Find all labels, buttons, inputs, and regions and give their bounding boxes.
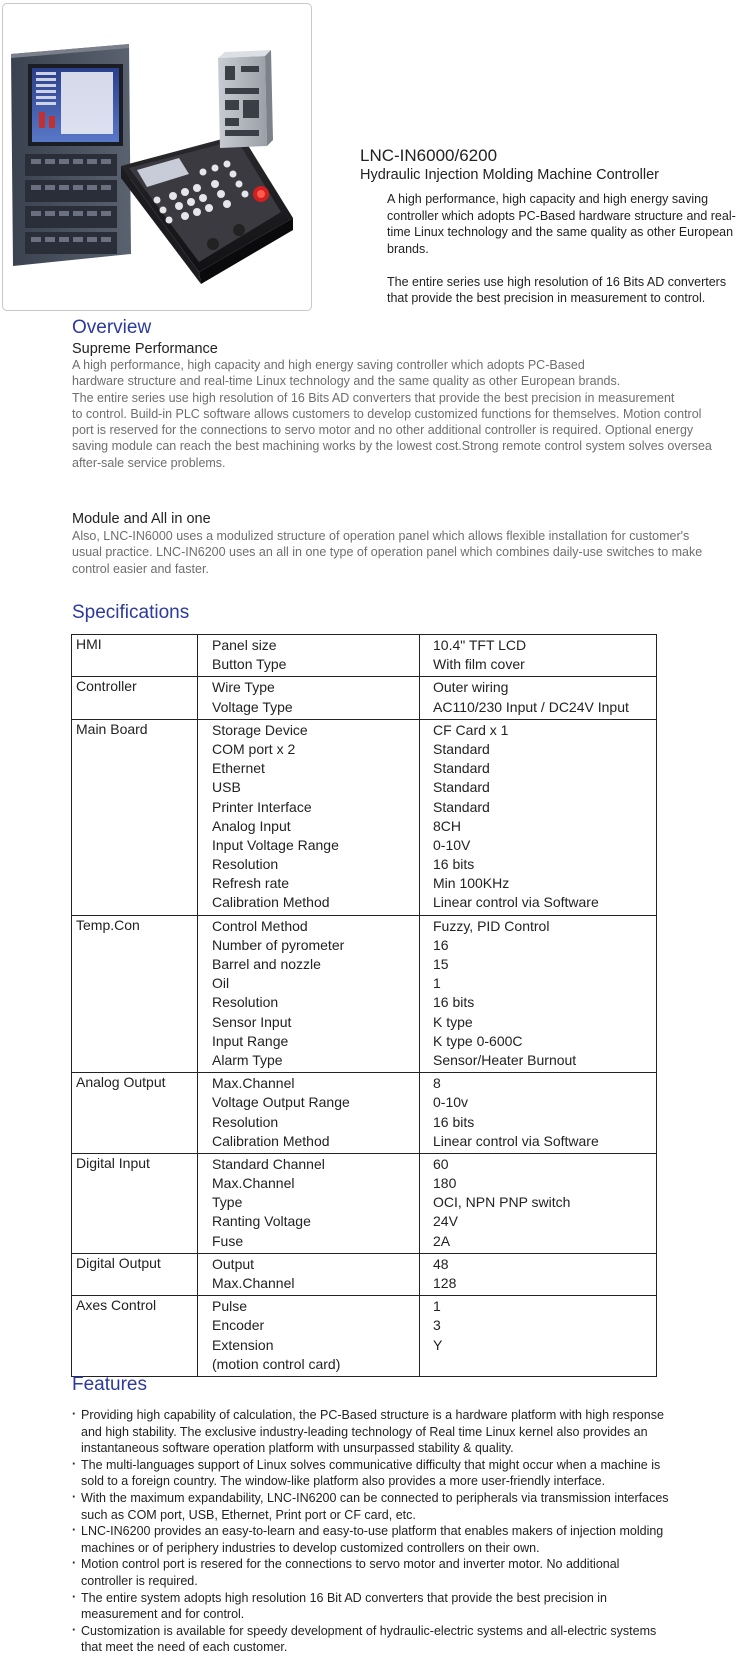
product-image bbox=[2, 3, 312, 311]
supreme-performance-text: A high performance, high capacity and high energy saving controller which adopts PC-Based hardware structure and real-time Linux technology and the same quality as other European brands. The entire series use high resolution of 16 Bits AD converters that provide the best precision in measurement to control. Build-in PLC software allows customers to develop customized functions for themselves. Motion control port is reserved for the connections to servo motor and no other additional controller is required. Optional energy saving module can reach the best machining works by the lowest cost.Strong remote control system solves oversea after-sale service problems. bbox=[72, 358, 712, 470]
supreme-performance-heading: Supreme Performance bbox=[72, 341, 218, 357]
spec-value: Standard bbox=[433, 760, 490, 777]
feature-item: · The multi-languages support of Linux solves communicative difficulty that might occur when a machine is sold to a foreign country. The window-like platform also provides a more user-friendly interface. bbox=[72, 1457, 672, 1490]
feature-item: · LNC-IN6200 provides an easy-to-learn and easy-to-use platform that enables makers of injection molding machines or of periphery industries to develop customized controllers on their own. bbox=[72, 1523, 672, 1556]
product-subtitle: Hydraulic Injection Molding Machine Controller bbox=[360, 167, 659, 183]
table-row bbox=[72, 719, 657, 915]
spec-items-cell bbox=[198, 1073, 420, 1154]
spec-item: Storage Device bbox=[212, 721, 308, 738]
spec-items-cell bbox=[198, 719, 420, 915]
spec-value: 48 bbox=[433, 1255, 449, 1272]
spec-value: 16 bbox=[433, 936, 449, 953]
spec-item: Pulse bbox=[212, 1298, 248, 1315]
spec-value: Standard bbox=[433, 798, 490, 815]
features-list bbox=[72, 1407, 672, 1656]
keypad-unit bbox=[121, 134, 293, 284]
spec-item: Ranting Voltage bbox=[212, 1213, 311, 1230]
spec-item: Calibration Method bbox=[212, 1132, 330, 1149]
spec-item: COM port x 2 bbox=[212, 740, 296, 757]
spec-value: 24V bbox=[433, 1213, 458, 1230]
module-all-in-one-heading: Module and All in one bbox=[72, 511, 211, 527]
spec-value: 128 bbox=[433, 1275, 457, 1291]
product-title: LNC-IN6000/6200 bbox=[360, 146, 498, 165]
spec-category: Analog Output bbox=[72, 1073, 198, 1154]
spec-value: AC110/230 Input / DC24V Input bbox=[433, 698, 629, 715]
module-all-in-one-text: Also, LNC-IN6000 uses a modulized structure of operation panel which allows flexible installation for customer's usual practice. LNC-IN6200 uses an all in one type of operation panel which combines daily-use switches to make control easier and faster. bbox=[72, 529, 703, 576]
spec-values-cell bbox=[420, 719, 657, 915]
spec-item: Panel size bbox=[212, 637, 277, 653]
spec-value: Standard bbox=[433, 740, 490, 757]
table-row bbox=[72, 1296, 657, 1377]
spec-value: 0-10V bbox=[433, 836, 471, 853]
spec-category: Temp.Con bbox=[72, 915, 198, 1073]
spec-item: Extension bbox=[212, 1336, 274, 1353]
spec-items-cell bbox=[198, 677, 420, 719]
spec-value: OCI, NPN PNP switch bbox=[433, 1194, 571, 1211]
intro-paragraph: The entire series use high resolution of 16 Bits AD converters that provide the best precision in measurement to control. bbox=[387, 274, 727, 305]
spec-item: Input Range bbox=[212, 1032, 289, 1049]
spec-category: Main Board bbox=[72, 719, 198, 915]
specifications-heading: Specifications bbox=[72, 602, 190, 623]
spec-value: 16 bits bbox=[433, 1113, 475, 1130]
specifications-table bbox=[71, 634, 657, 1377]
spec-item: Voltage Type bbox=[212, 698, 293, 715]
spec-item: Sensor Input bbox=[212, 1013, 292, 1030]
product-intro bbox=[387, 191, 739, 307]
spec-value: Y bbox=[433, 1336, 443, 1353]
spec-item: Standard Channel bbox=[212, 1155, 325, 1172]
spec-item: Analog Input bbox=[212, 817, 291, 834]
spec-item: Printer Interface bbox=[212, 798, 312, 815]
spec-category: Digital Input bbox=[72, 1153, 198, 1253]
spec-value: 180 bbox=[433, 1175, 457, 1192]
table-row bbox=[72, 1073, 657, 1154]
spec-value: K type bbox=[433, 1013, 473, 1030]
spec-item: Max.Channel bbox=[212, 1075, 295, 1092]
spec-item: USB bbox=[212, 779, 241, 796]
spec-value: 15 bbox=[433, 956, 449, 972]
spec-value: Standard bbox=[433, 779, 490, 796]
spec-value: 8 bbox=[433, 1075, 441, 1092]
spec-item: Ethernet bbox=[212, 760, 265, 777]
spec-item: Output bbox=[212, 1255, 255, 1272]
spec-item: Fuse bbox=[212, 1232, 244, 1249]
spec-item: Control Method bbox=[212, 917, 308, 934]
spec-items-cell bbox=[198, 915, 420, 1073]
spec-category: Axes Control bbox=[72, 1296, 198, 1377]
spec-item: Wire Type bbox=[212, 679, 275, 696]
controller-box bbox=[218, 50, 273, 148]
spec-values-cell bbox=[420, 1296, 657, 1377]
table-row bbox=[72, 1253, 657, 1295]
overview-heading: Overview bbox=[72, 317, 152, 338]
spec-value: 3 bbox=[433, 1317, 441, 1334]
spec-items-cell bbox=[198, 1253, 420, 1295]
spec-category: HMI bbox=[72, 635, 198, 677]
intro-paragraph: A high performance, high capacity and high energy saving controller which adopts PC-Based hardware structure and real-time Linux technology and the same quality as other European brands. bbox=[387, 192, 736, 256]
spec-value: 10.4" TFT LCD bbox=[433, 637, 527, 653]
spec-value: CF Card x 1 bbox=[433, 721, 509, 738]
feature-item: · With the maximum expandability, LNC-IN6200 can be connected to peripherals via transmission interfaces such as COM port, USB, Ethernet, Print port or CF card, etc. bbox=[72, 1490, 672, 1523]
spec-value: Linear control via Software bbox=[433, 1132, 599, 1149]
feature-item: · Motion control port is resered for the connections to servo motor and inverter motor. No additional controller is required. bbox=[72, 1556, 672, 1589]
spec-item: Button Type bbox=[212, 656, 287, 673]
spec-value: 1 bbox=[433, 975, 441, 992]
spec-value: Linear control via Software bbox=[433, 894, 599, 911]
controller-illustration bbox=[3, 4, 311, 310]
spec-item: Calibration Method bbox=[212, 894, 330, 911]
spec-item: Resolution bbox=[212, 994, 279, 1011]
spec-items-cell bbox=[198, 1153, 420, 1253]
spec-item: Voltage Output Range bbox=[212, 1094, 350, 1111]
spec-item: Max.Channel bbox=[212, 1275, 295, 1291]
spec-item: Encoder bbox=[212, 1317, 265, 1334]
spec-value: 1 bbox=[433, 1298, 441, 1315]
spec-item: Resolution bbox=[212, 1113, 279, 1130]
spec-value: 60 bbox=[433, 1155, 449, 1172]
operation-panel bbox=[11, 44, 131, 266]
spec-values-cell bbox=[420, 1073, 657, 1154]
spec-item: Refresh rate bbox=[212, 875, 290, 892]
feature-item: · Providing high capability of calculation, the PC-Based structure is a hardware platform with high response and high stability. The exclusive industry-leading technology of Real time Linux kernel also provides an instantaneous software operation platform with unsurpassed stability & quality. bbox=[72, 1407, 672, 1457]
spec-value: 8CH bbox=[433, 817, 462, 834]
spec-item: Type bbox=[212, 1194, 243, 1211]
spec-item: (motion control card) bbox=[212, 1355, 341, 1372]
spec-items-cell bbox=[198, 1296, 420, 1377]
spec-item: Oil bbox=[212, 975, 230, 992]
table-row bbox=[72, 1153, 657, 1253]
spec-value: Outer wiring bbox=[433, 679, 509, 696]
spec-item: Input Voltage Range bbox=[212, 836, 339, 853]
spec-category: Controller bbox=[72, 677, 198, 719]
spec-item: Alarm Type bbox=[212, 1051, 283, 1068]
spec-category: Digital Output bbox=[72, 1253, 198, 1295]
feature-item: · Customization is available for speedy development of hydraulic-electric systems and all-electric systems that meet the need of each customer. bbox=[72, 1623, 672, 1656]
spec-value: 0-10v bbox=[433, 1094, 469, 1111]
spec-value: Fuzzy, PID Control bbox=[433, 917, 550, 934]
table-row bbox=[72, 635, 657, 677]
spec-values-cell bbox=[420, 1253, 657, 1295]
spec-values-cell bbox=[420, 635, 657, 677]
spec-item: Resolution bbox=[212, 856, 279, 873]
features-heading: Features bbox=[72, 1374, 147, 1395]
spec-values-cell bbox=[420, 915, 657, 1073]
spec-items-cell bbox=[198, 635, 420, 677]
spec-value: 16 bits bbox=[433, 856, 475, 873]
feature-item: · The entire system adopts high resolution 16 Bit AD converters that provide the best precision in measurement and for control. bbox=[72, 1590, 672, 1623]
spec-value: 2A bbox=[433, 1232, 451, 1249]
spec-value bbox=[433, 1355, 652, 1374]
table-row bbox=[72, 915, 657, 1073]
table-row bbox=[72, 677, 657, 719]
spec-item: Barrel and nozzle bbox=[212, 956, 321, 972]
spec-value: Sensor/Heater Burnout bbox=[433, 1051, 577, 1068]
spec-item: Max.Channel bbox=[212, 1175, 295, 1192]
spec-value: K type 0-600C bbox=[433, 1032, 523, 1049]
spec-values-cell bbox=[420, 1153, 657, 1253]
spec-value: Min 100KHz bbox=[433, 875, 510, 892]
spec-value: 16 bits bbox=[433, 994, 475, 1011]
spec-item: Number of pyrometer bbox=[212, 936, 345, 953]
spec-value: With film cover bbox=[433, 656, 525, 673]
spec-values-cell bbox=[420, 677, 657, 719]
